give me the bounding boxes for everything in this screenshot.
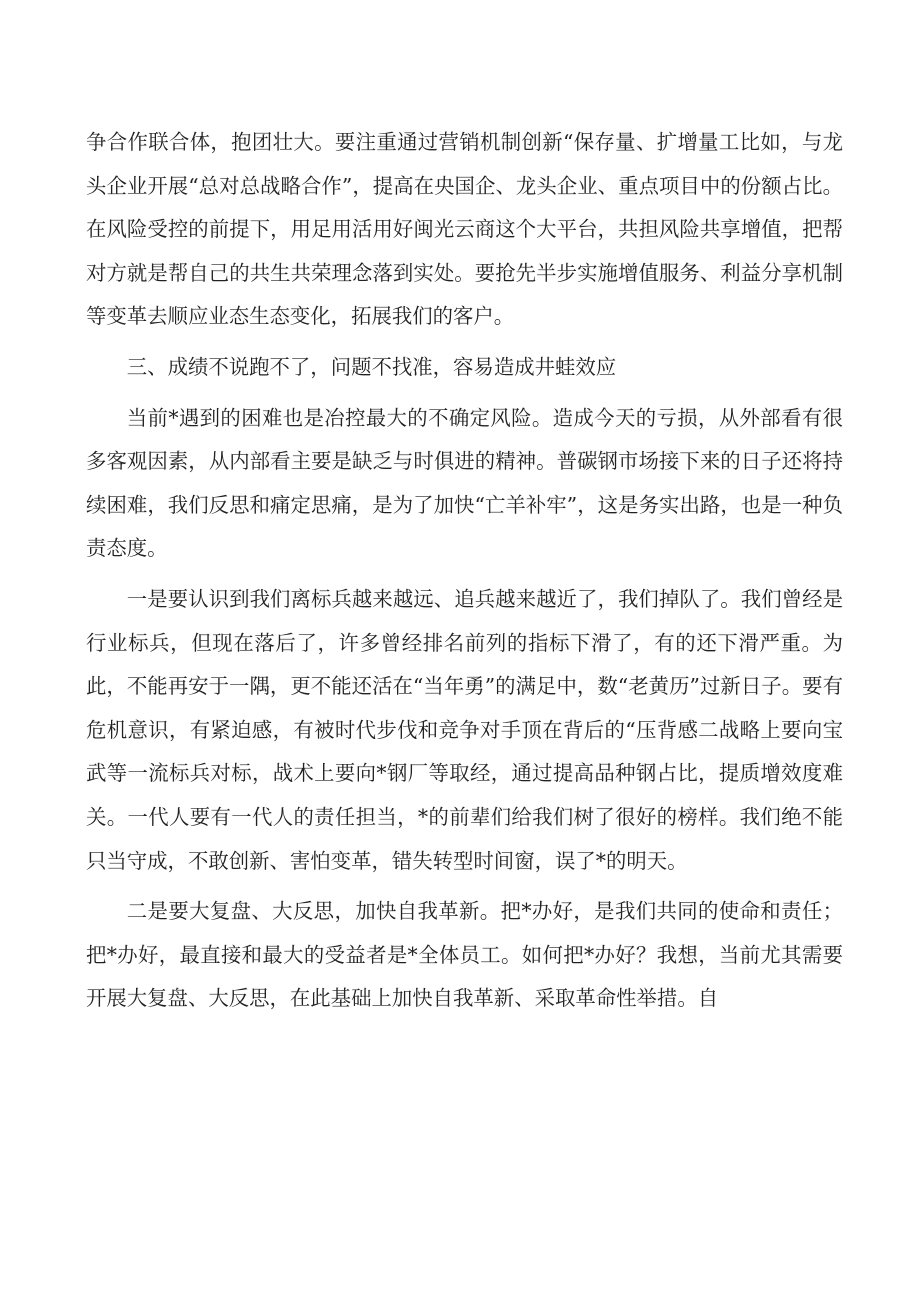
paragraph: 一是要认识到我们离标兵越来越远、追兵越来越近了，我们掉队了。我们曾经是行业标兵，但现在落后了，许多曾经排名前列的指标下滑了，有的还下滑严重。为此，不能再安于一隅，更不能还活在“当年勇”的满足中，数“老黄历”过新日子。要有危机意识，有紧迫感，有被时代步伐和竞争对手顶在背后的“压背感二战略上要向宝武等一流标兵对标，战术上要向*钢厂等取经，通过提高品种钢占比，提质增效度难关。一代人要有一代人的责任担当，*的前辈们给我们树了很好的榜样。我们绝不能只当守成，不敢创新、害怕变革，错失转型时间窗，误了*的明天。 xyxy=(86,586,843,873)
paragraph: 当前*遇到的困难也是冶控最大的不确定风险。造成今天的亏损，从外部看有很多客观因素，从内部看主要是缺乏与时俱进的精神。普碳钢市场接下来的日子还将持续困难，我们反思和痛定思痛，是为了加快“亡羊补牢”，这是务实出路，也是一种负责态度。 xyxy=(86,405,843,561)
document-body xyxy=(86,121,843,1021)
paragraph-continuation: 争合作联合体，抱团壮大。要注重通过营销机制创新“保存量、扩增量工比如，与龙头企业开展“总对总战略合作”，提高在央国企、龙头企业、重点项目中的份额占比。在风险受控的前提下，用足用活用好闽光云商这个大平台，共担风险共享增值，把帮对方就是帮自己的共生共荣理念落到实处。要抢先半步实施增值服务、利益分享机制等变革去顺应业态生态变化，拓展我们的客户。 xyxy=(86,130,843,329)
paragraph: 二是要大复盘、大反思，加快自我革新。把*办好，是我们共同的使命和责任；把*办好，最直接和最大的受益者是*全体员工。如何把*办好？我想，当前尤其需要开展大复盘、大反思，在此基础上加快自我革新、采取革命性举措。自 xyxy=(86,899,843,1011)
section-heading: 三、成绩不说跑不了，问题不找准，容易造成井蛙效应 xyxy=(126,354,617,379)
